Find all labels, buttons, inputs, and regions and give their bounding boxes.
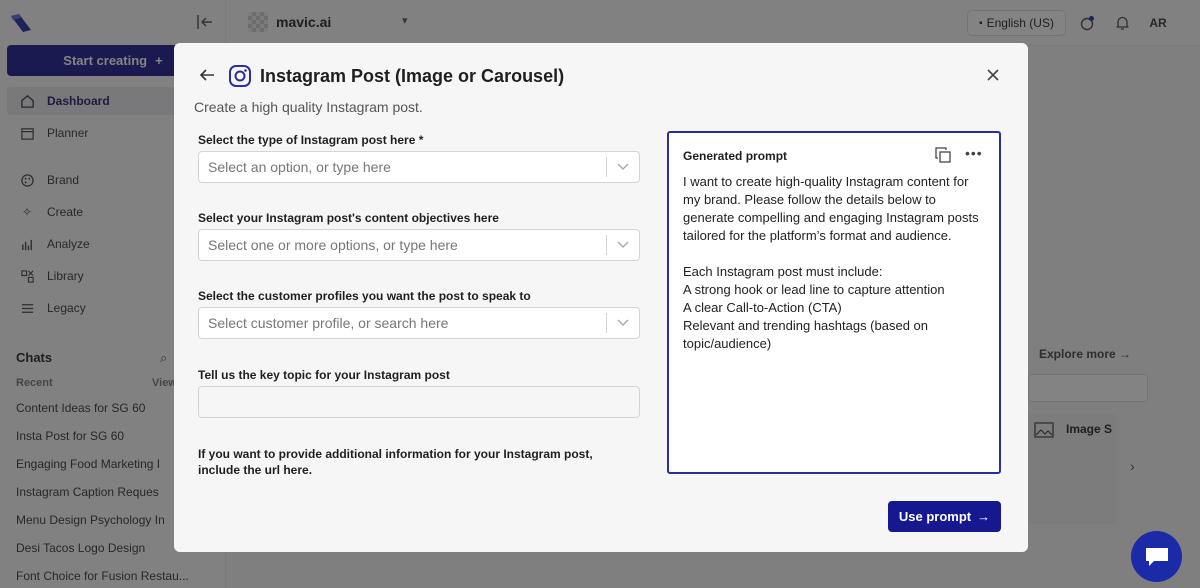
more-icon[interactable]: •••: [965, 145, 983, 161]
instagram-icon: [229, 65, 251, 87]
instagram-post-modal: [174, 43, 1028, 552]
modal-subtitle: Create a high quality Instagram post.: [194, 99, 423, 115]
chat-bubble-icon: [1144, 546, 1170, 568]
content-objectives-placeholder: Select one or more options, or type here: [208, 237, 458, 253]
arrow-right-icon: →: [977, 509, 991, 524]
modal-title: Instagram Post (Image or Carousel): [260, 66, 565, 86]
use-prompt-label: Use prompt: [898, 509, 972, 524]
chat-support-button[interactable]: [1131, 531, 1182, 582]
post-type-select[interactable]: [198, 151, 640, 183]
content-objectives-select[interactable]: [198, 229, 640, 261]
chevron-down-icon[interactable]: [607, 163, 639, 171]
chevron-down-icon[interactable]: [607, 241, 639, 249]
copy-icon[interactable]: [935, 147, 951, 163]
use-prompt-button[interactable]: [888, 501, 1001, 532]
generated-prompt-panel[interactable]: [667, 131, 1001, 474]
customer-profiles-placeholder: Select customer profile, or search here: [208, 315, 449, 331]
back-arrow-icon[interactable]: [198, 66, 216, 84]
post-type-placeholder: Select an option, or type here: [208, 159, 391, 175]
additional-info-label: If you want to provide additional information for your Instagram post, include the url here.: [198, 447, 593, 477]
key-topic-input[interactable]: [198, 386, 640, 418]
post-type-label: Select the type of Instagram post here *: [198, 133, 424, 147]
content-objectives-label: Select your Instagram post's content objectives here: [198, 211, 499, 225]
key-topic-label: Tell us the key topic for your Instagram post: [198, 368, 450, 382]
customer-profiles-select[interactable]: [198, 307, 640, 339]
generated-prompt-text[interactable]: I want to create high-quality Instagram content for my brand. Please follow the details below to generate compelling and engaging Instagram posts tailored for the platform’s format and audience. Each Instagram post must include: A strong hook or lead line to capture attention A clear Call-to-Action (CTA) Relevant and trending hashtags (based on topic/audience): [683, 174, 979, 351]
chevron-down-icon[interactable]: [607, 319, 639, 327]
form-area[interactable]: [198, 131, 640, 477]
customer-profiles-label: Select the customer profiles you want the post to speak to: [198, 289, 531, 303]
generated-prompt-title: Generated prompt: [683, 149, 788, 163]
close-icon[interactable]: [986, 68, 1002, 84]
